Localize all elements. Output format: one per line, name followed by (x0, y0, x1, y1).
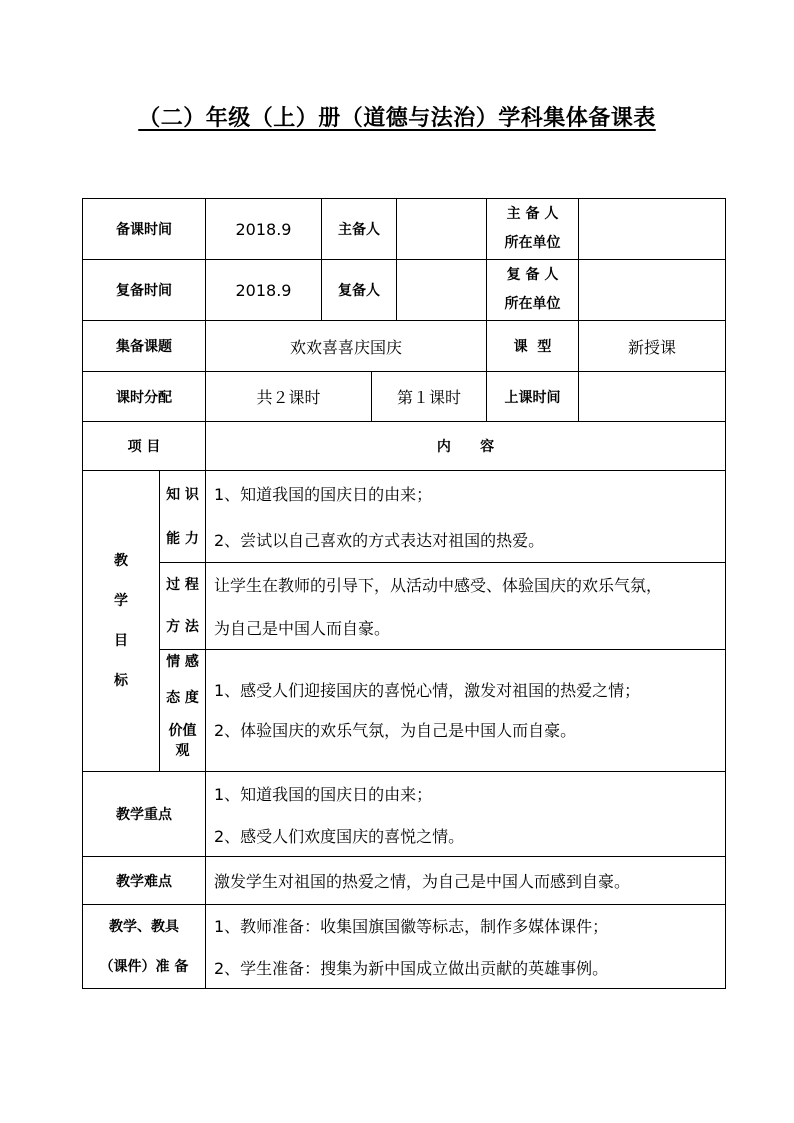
emotion-label: 情 感 态 度 价值 观 (166, 654, 199, 759)
main-preparer-unit-value (579, 199, 725, 259)
lesson-type-label: 课 型 (513, 339, 552, 355)
class-time-label: 上课时间 (504, 389, 561, 406)
main-preparer-unit-label: 主 备 人 所在单位 (504, 206, 561, 251)
process-label: 过 程 方 法 (166, 577, 199, 635)
hours-current: 第１课时 (396, 388, 461, 407)
knowledge-label: 知 识 能 力 (166, 486, 199, 547)
reviewer-unit-value (579, 260, 725, 320)
process-content: 让学生在教师的引导下，从活动中感受、体验国庆的欢乐气氛， 为自己是中国人而自豪。 (214, 576, 663, 638)
prep-time-label: 备课时间 (116, 222, 172, 238)
materials-content: 1、教师准备：收集国旗国徽等标志，制作多媒体课件； 2、学生准备：搜集为新中国成立做出贡献的英雄事例。 (214, 917, 609, 978)
topic-value: 欢欢喜喜庆国庆 (289, 337, 402, 357)
key-points-label: 教学重点 (116, 807, 172, 823)
difficulties-content: 激发学生对祖国的热爱之情，为自己是中国人而感到自豪。 (214, 872, 631, 891)
review-time-value: 2018.9 (235, 280, 292, 300)
reviewer-value (397, 260, 486, 320)
item-header: 项 目 (127, 439, 161, 455)
page-title: （二）年级（上）册（道德与法治）学科集体备课表 (138, 106, 656, 131)
topic-label: 集备课题 (116, 339, 172, 355)
reviewer-unit-label: 复 备 人 所在单位 (504, 267, 561, 312)
review-time-label: 复备时间 (116, 283, 172, 299)
hours-total: 共２课时 (256, 388, 321, 407)
class-time-value (579, 372, 725, 421)
emotion-content: 1、感受人们迎接国庆的喜悦心情，激发对祖国的热爱之情； 2、体验国庆的欢乐气氛，为自己是中国人而自豪。 (214, 680, 641, 740)
difficulties-label: 教学难点 (116, 873, 172, 890)
content-header: 内 容 (436, 439, 495, 455)
teaching-goals-label: 教 学 目 标 (114, 553, 128, 689)
lesson-type-value: 新授课 (627, 337, 676, 357)
materials-label: 教学、教具 （课件）准 备 (99, 918, 189, 975)
hours-label: 课时分配 (116, 389, 172, 406)
knowledge-content: 1、知道我国的国庆日的由来； 2、尝试以自己喜欢的方式表达对祖国的热爱。 (214, 485, 545, 550)
main-preparer-value (397, 199, 486, 259)
prep-time-value: 2018.9 (235, 219, 292, 239)
main-preparer-label: 主备人 (338, 222, 380, 238)
key-points-content: 1、知道我国的国庆日的由来； 2、感受人们欢度国庆的喜悦之情。 (214, 784, 465, 846)
reviewer-label: 复备人 (338, 283, 380, 299)
